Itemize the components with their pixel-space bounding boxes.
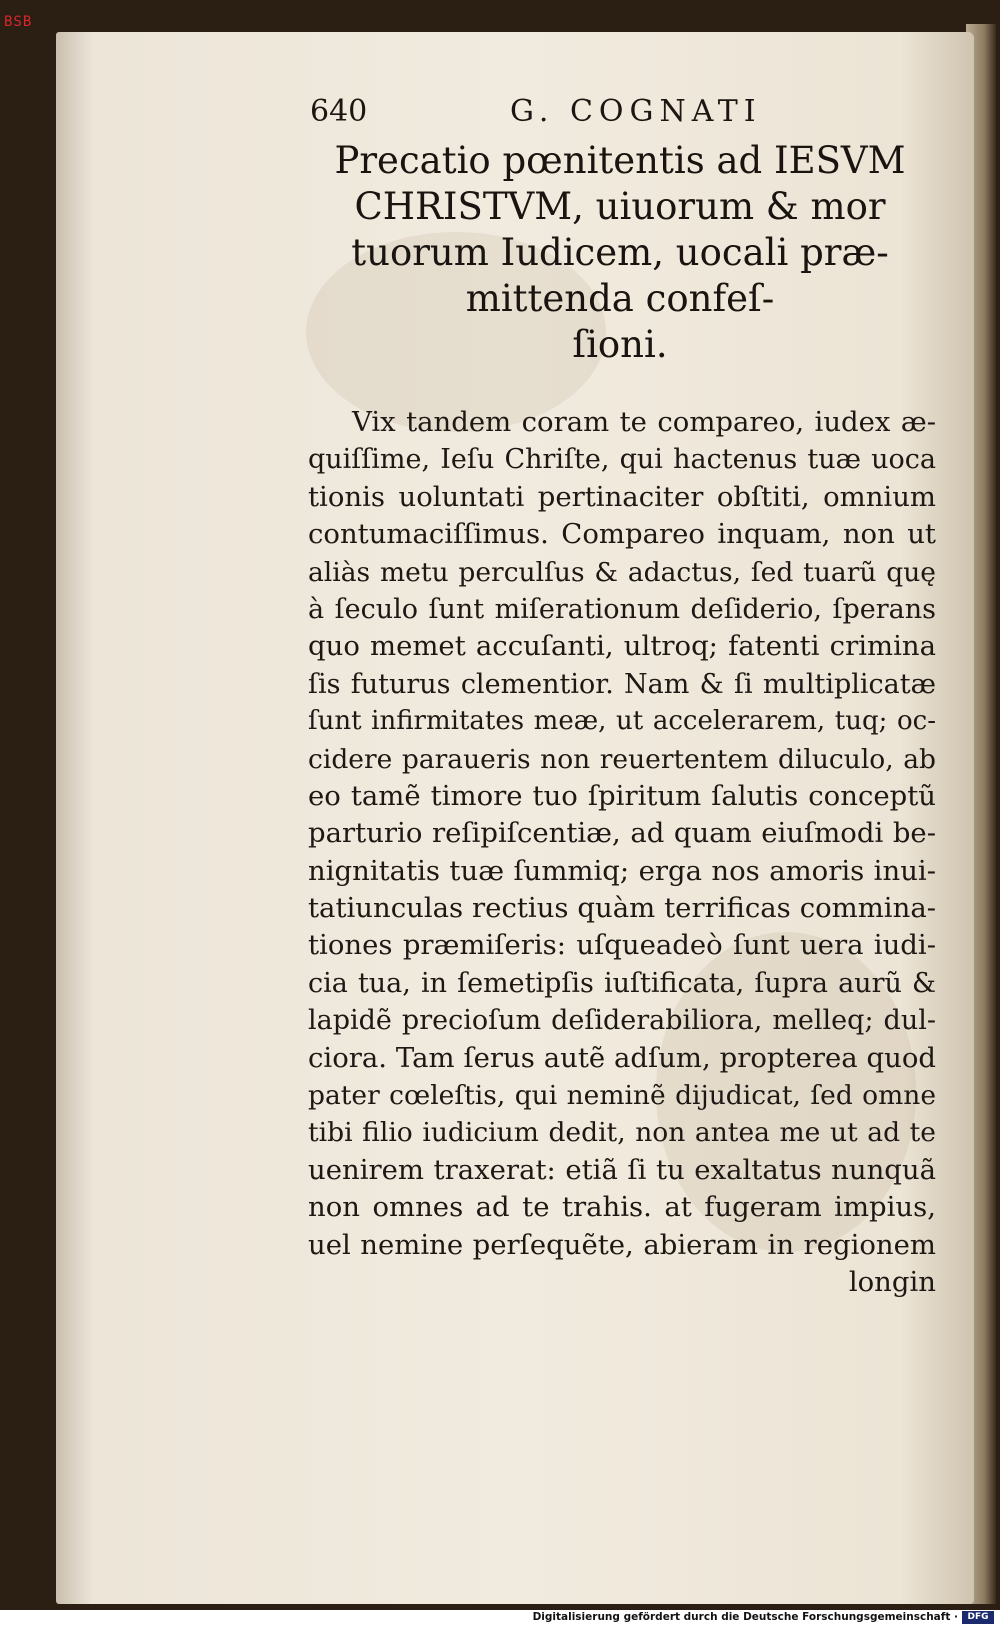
prayer-heading <box>320 138 920 368</box>
heading-line: Precatio pœnitentis ad IESVM <box>334 139 906 182</box>
body-text <box>308 404 936 1301</box>
text-line: uenirem traxerat: etiã ſi tu exaltatus nunquã <box>308 1153 936 1186</box>
text-line: tiones præmiſeris: uſqueadeò ſunt uera iudi- <box>308 929 936 962</box>
heading-line: ſioni. <box>572 323 668 366</box>
text-line: parturio reſipiſcentiæ, ad quam eiuſmodi be- <box>308 817 936 850</box>
text-line: Vix tandem coram te compareo, iudex æ- <box>352 406 936 438</box>
text-line: pater cœleſtis, qui neminẽ dijudicat, ſed omne <box>308 1080 936 1112</box>
running-head <box>0 94 1000 134</box>
text-line: ſis futurus clementior. Nam & ſi multiplicatæ <box>308 668 936 700</box>
text-line: uel nemine perſequẽte, abieram in regionem <box>308 1228 936 1261</box>
text-line: quo memet accuſanti, ultroq; fatenti crimina <box>308 630 936 663</box>
text-line: tatiunculas rectius quàm terrificas commina- <box>308 892 936 925</box>
page-number: 640 <box>310 94 368 129</box>
dfg-logo: DFG <box>962 1611 994 1624</box>
text-line: ciora. Tam ſerus autẽ adſum, propterea quod <box>308 1041 936 1074</box>
text-line: tionis uoluntati pertinaciter obſtiti, omnium <box>308 480 936 513</box>
footer-bar <box>0 1610 1000 1626</box>
text-line: eo tamẽ timore tuo ſpiritum ſalutis conceptũ <box>308 779 936 812</box>
text-line: lapidẽ precioſum deſiderabiliora, melleq; dul- <box>308 1005 936 1037</box>
text-line: cidere paraueris non reuertentem diluculo, ab <box>308 743 936 775</box>
text-line: non omnes ad te trahis. at fugeram impius, <box>308 1191 936 1224</box>
catchword: longin <box>848 1265 936 1298</box>
running-title: G. COGNATI <box>510 94 762 129</box>
text-line: cia tua, in ſemetipſis iuſtificata, ſupra aurũ & <box>308 967 936 999</box>
text-line: ſunt infirmitates meæ, ut accelerarem, tuq; oc- <box>308 706 936 737</box>
text-line: contumaciſſimus. Compareo inquam, non ut <box>308 518 936 551</box>
heading-line: mittenda confeſ- <box>465 277 775 320</box>
library-watermark: BSB <box>4 14 33 30</box>
heading-line: CHRISTVM, uiuorum & mor <box>354 185 886 228</box>
heading-line: tuorum Iudicem, uocali præ- <box>351 231 889 274</box>
text-line: à ſeculo ſunt miſerationum deſiderio, ſperans <box>308 593 936 625</box>
funding-note: Digitalisierung gefördert durch die Deutsche Forschungsgemeinschaft · <box>532 1611 958 1623</box>
text-line: aliàs metu perculſus & adactus, ſed tuarũ quę <box>308 556 936 588</box>
text-line: quiſſime, Ieſu Chriſte, qui hactenus tuæ uoca <box>308 444 936 476</box>
text-line: tibi filio iudicium dedit, non antea me ut ad te <box>308 1117 936 1149</box>
text-line: nignitatis tuæ ſummiq; erga nos amoris inui- <box>308 854 936 887</box>
